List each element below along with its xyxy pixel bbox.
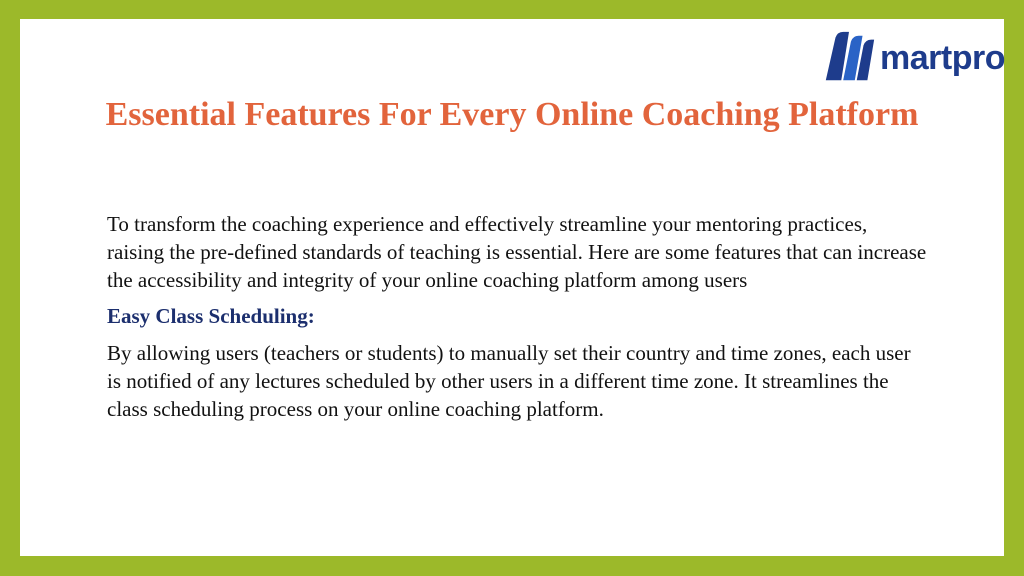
body-content — [107, 210, 927, 423]
page-title: Essential Features For Every Online Coaching Platform — [105, 96, 919, 133]
brand-name: martpro — [880, 38, 1005, 77]
slide — [20, 19, 1004, 556]
feature-heading: Easy Class Scheduling: — [107, 304, 315, 328]
intro-paragraph: To transform the coaching experience and effectively streamline your mentoring practices, raising the pre-defined standards of teaching is essential. Here are some features that can increase the accessibility and integrity of your online coaching platform among users — [107, 212, 927, 292]
brand-logo — [820, 27, 1005, 87]
martpro-logo-icon — [820, 28, 878, 86]
feature-description: By allowing users (teachers or students) to manually set their country and time zones, each user is notified of any lectures scheduled by other users in a different time zone. It streamlines the class scheduling process on your online coaching platform. — [107, 341, 911, 421]
